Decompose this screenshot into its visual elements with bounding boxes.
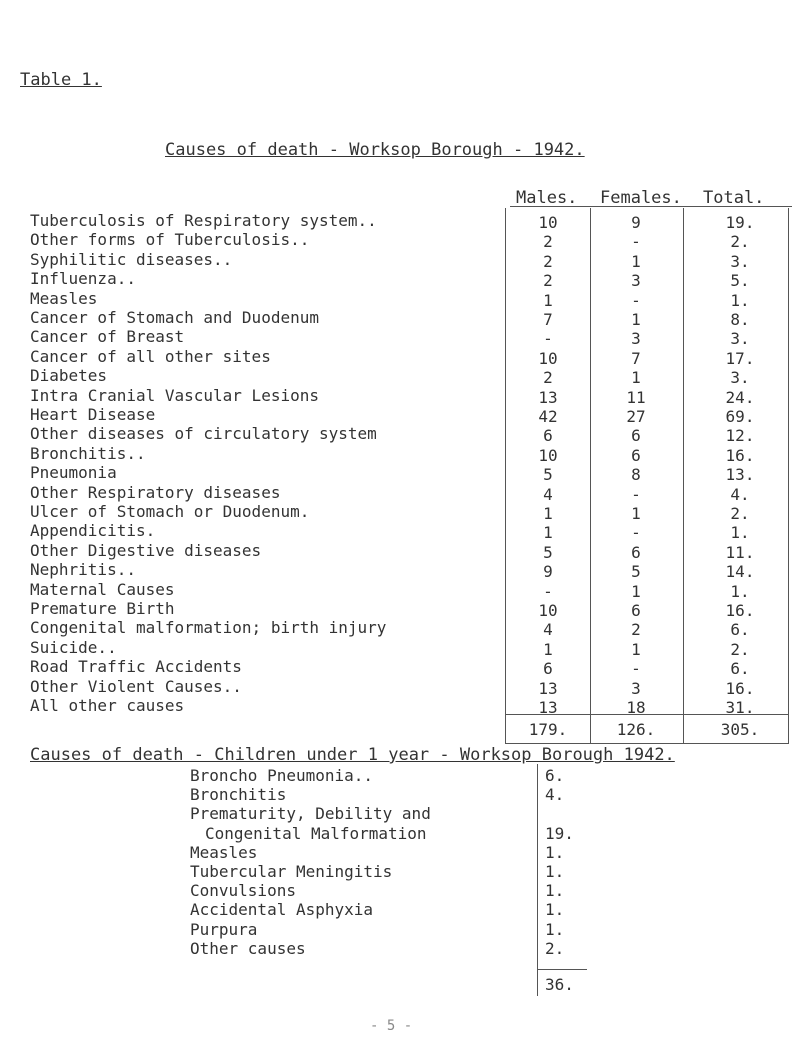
infant-cause-label: Accidental Asphyxia	[190, 900, 374, 919]
infant-cause-value: 2.	[545, 939, 565, 958]
total-value: 24.	[725, 388, 755, 407]
males-value: 9	[543, 562, 553, 581]
females-value: 1	[631, 582, 641, 601]
total-value: 2.	[730, 640, 750, 659]
table2-divider	[537, 764, 538, 996]
total-value: 4.	[730, 485, 750, 504]
cause-label: Bronchitis..	[30, 444, 146, 463]
table2-total: 36.	[545, 975, 574, 994]
cause-label: Tuberculosis of Respiratory system..	[30, 211, 377, 230]
total-value: 2.	[730, 504, 750, 523]
females-value: 27	[626, 407, 646, 426]
total-value: 13.	[725, 465, 755, 484]
cause-label: Suicide..	[30, 638, 117, 657]
cause-label: Intra Cranial Vascular Lesions	[30, 386, 319, 405]
males-value: -	[543, 582, 553, 601]
males-value: 2	[543, 232, 553, 251]
females-value: 3	[631, 271, 641, 290]
total-value: 12.	[725, 426, 755, 445]
infant-cause-label: Purpura	[190, 920, 258, 939]
males-value: 1	[543, 291, 553, 310]
total-females: 126.	[616, 720, 656, 739]
cause-label: Diabetes	[30, 366, 108, 385]
table2-total-rule	[537, 969, 587, 970]
total-value: 19.	[725, 213, 755, 232]
females-value: 1	[631, 504, 641, 523]
infant-cause-value: 1.	[545, 862, 565, 881]
cause-label: Measles	[30, 289, 98, 308]
females-value: 9	[631, 213, 641, 232]
males-value: 2	[543, 271, 553, 290]
table1-title: Causes of death - Worksop Borough - 1942.	[165, 140, 585, 160]
males-value: 42	[538, 407, 558, 426]
males-value: 13	[538, 388, 558, 407]
page-number: - 5 -	[370, 1018, 413, 1034]
males-value: 6	[543, 659, 553, 678]
cause-label: Road Traffic Accidents	[30, 657, 242, 676]
total-males: 179.	[528, 720, 568, 739]
cause-label: Heart Disease	[30, 405, 156, 424]
cause-label: Other Violent Causes..	[30, 677, 242, 696]
col-divider-4	[788, 208, 789, 744]
bottom-rule	[505, 743, 789, 744]
males-value: 5	[543, 465, 553, 484]
males-value: 1	[543, 640, 553, 659]
females-value: 3	[631, 679, 641, 698]
cause-label: Nephritis..	[30, 560, 136, 579]
total-value: 6.	[730, 659, 750, 678]
total-value: 3.	[730, 252, 750, 271]
females-value: 3	[631, 329, 641, 348]
females-value: 6	[631, 446, 641, 465]
col-header-males: Males.	[516, 188, 578, 208]
males-value: 10	[538, 601, 558, 620]
cause-label: All other causes	[30, 696, 185, 715]
cause-label: Other Respiratory diseases	[30, 483, 281, 502]
females-value: -	[631, 659, 641, 678]
total-all: 305.	[720, 720, 760, 739]
females-value: 1	[631, 252, 641, 271]
total-value: 1.	[730, 291, 750, 310]
total-value: 16.	[725, 446, 755, 465]
females-value: 6	[631, 601, 641, 620]
cause-label: Cancer of Stomach and Duodenum	[30, 308, 319, 327]
cause-label: Other forms of Tuberculosis..	[30, 230, 310, 249]
col-divider-1	[505, 208, 506, 744]
total-value: 8.	[730, 310, 750, 329]
females-value: -	[631, 523, 641, 542]
males-value: 7	[543, 310, 553, 329]
total-value: 69.	[725, 407, 755, 426]
males-value: 2	[543, 368, 553, 387]
infant-cause-value: 4.	[545, 785, 565, 804]
cause-label: Pneumonia	[30, 463, 117, 482]
total-value: 1.	[730, 523, 750, 542]
females-value: 7	[631, 349, 641, 368]
males-value: 5	[543, 543, 553, 562]
col-divider-2	[590, 208, 591, 744]
infant-cause-value: 6.	[545, 766, 565, 785]
infant-cause-label: Tubercular Meningitis	[190, 862, 393, 881]
males-value: 4	[543, 485, 553, 504]
total-value: 2.	[730, 232, 750, 251]
males-value: 4	[543, 620, 553, 639]
total-value: 16.	[725, 601, 755, 620]
females-value: 8	[631, 465, 641, 484]
cause-label: Congenital malformation; birth injury	[30, 618, 387, 637]
infant-cause-label: Congenital Malformation	[205, 824, 427, 843]
females-value: 18	[626, 698, 646, 717]
females-value: 11	[626, 388, 646, 407]
males-value: 6	[543, 426, 553, 445]
infant-cause-label: Measles	[190, 843, 258, 862]
cause-label: Cancer of Breast	[30, 327, 185, 346]
males-value: 1	[543, 523, 553, 542]
infant-cause-label: Other causes	[190, 939, 306, 958]
males-value: 13	[538, 698, 558, 717]
total-value: 6.	[730, 620, 750, 639]
infant-cause-value: 1.	[545, 900, 565, 919]
col-header-females: Females.	[600, 188, 682, 208]
infant-cause-value: 1.	[545, 920, 565, 939]
cause-label: Appendicitis.	[30, 521, 156, 540]
total-value: 1.	[730, 582, 750, 601]
infant-cause-value: 1.	[545, 843, 565, 862]
total-value: 16.	[725, 679, 755, 698]
cause-label: Other diseases of circulatory system	[30, 424, 377, 443]
infant-cause-label: Convulsions	[190, 881, 296, 900]
col-divider-3	[683, 208, 684, 744]
total-value: 31.	[725, 698, 755, 717]
infant-cause-label: Broncho Pneumonia..	[190, 766, 374, 785]
infant-cause-label: Prematurity, Debility and	[190, 804, 431, 823]
total-value: 17.	[725, 349, 755, 368]
cause-label: Ulcer of Stomach or Duodenum.	[30, 502, 310, 521]
females-value: -	[631, 232, 641, 251]
males-value: 10	[538, 213, 558, 232]
males-value: 13	[538, 679, 558, 698]
table-label: Table 1.	[20, 70, 102, 90]
total-value: 5.	[730, 271, 750, 290]
infant-cause-value: 1.	[545, 881, 565, 900]
cause-label: Maternal Causes	[30, 580, 175, 599]
cause-label: Other Digestive diseases	[30, 541, 262, 560]
males-value: -	[543, 329, 553, 348]
males-value: 10	[538, 349, 558, 368]
females-value: 1	[631, 640, 641, 659]
males-value: 2	[543, 252, 553, 271]
females-value: -	[631, 291, 641, 310]
females-value: 1	[631, 368, 641, 387]
females-value: 2	[631, 620, 641, 639]
total-value: 3.	[730, 368, 750, 387]
header-rule	[510, 206, 792, 207]
cause-label: Influenza..	[30, 269, 136, 288]
total-value: 3.	[730, 329, 750, 348]
females-value: 6	[631, 543, 641, 562]
cause-label: Syphilitic diseases..	[30, 250, 233, 269]
cause-label: Premature Birth	[30, 599, 175, 618]
females-value: 1	[631, 310, 641, 329]
cause-label: Cancer of all other sites	[30, 347, 271, 366]
table2-title: Causes of death - Children under 1 year - Worksop Borough 1942.	[30, 745, 675, 765]
females-value: -	[631, 485, 641, 504]
total-value: 11.	[725, 543, 755, 562]
females-value: 5	[631, 562, 641, 581]
males-value: 1	[543, 504, 553, 523]
infant-cause-label: Bronchitis	[190, 785, 287, 804]
total-value: 14.	[725, 562, 755, 581]
col-header-total: Total.	[703, 188, 765, 208]
infant-cause-value: 19.	[545, 824, 574, 843]
males-value: 10	[538, 446, 558, 465]
females-value: 6	[631, 426, 641, 445]
